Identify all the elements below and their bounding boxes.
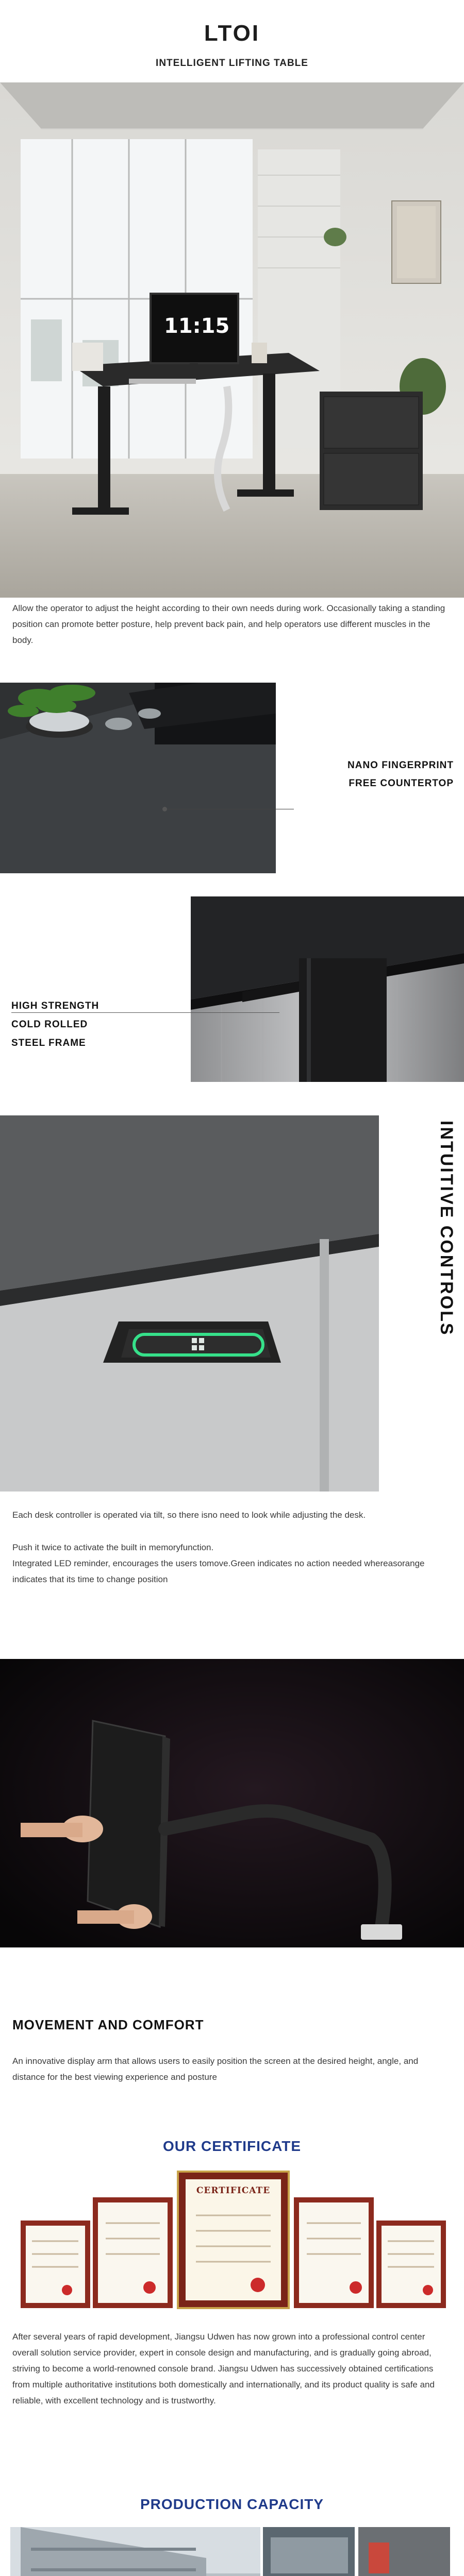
intro-paragraph: Allow the operator to adjust the height according to their own needs during work. Occasionally taking a standing position can promote better posture, help prevent back pain, and help operators use different muscles in the body. <box>12 603 445 645</box>
countertop-image <box>0 683 276 873</box>
hero-subtitle: INTELLIGENT LIFTING TABLE <box>156 58 308 69</box>
hero-title: LTOI <box>204 21 260 46</box>
production-building-image <box>10 2527 260 2576</box>
clock-display: 11:15 <box>164 314 230 338</box>
hero-office-image <box>0 82 464 598</box>
frame-label-line3: STEEL FRAME <box>11 1038 86 1048</box>
certificate-title: OUR CERTIFICATE <box>162 2138 302 2154</box>
frame-pointer-line <box>11 1012 279 1013</box>
production-workshop-image-1 <box>263 2527 355 2576</box>
certificate-paragraph: After several years of rapid development, Jiangsu Udwen has now grown into a professional control center overall solution service provider, expert in console design and manufacturing, and is gradually going abroad, striving to become a world-renowned console brand. Jiangsu Udwen has successively obtained certifications from multiple authoritative institutions both domestically and internationally, and its product quality is safe and reliable, with excellent technology and is trustworthy. <box>12 2332 435 2405</box>
movement-title: MOVEMENT AND COMFORT <box>12 2017 204 2032</box>
frame-label-line2: COLD ROLLED <box>11 1019 88 1030</box>
desk-controller-image <box>0 1115 379 1492</box>
steel-frame-image <box>191 896 464 1082</box>
production-workshop-image-2 <box>358 2527 450 2576</box>
production-title: PRODUCTION CAPACITY <box>140 2496 324 2512</box>
controls-vertical-title: INTUITIVE CONTROLS <box>437 1121 456 1336</box>
controls-line1: Each desk controller is operated via tilt, so there isno need to look while adjusting the desk. <box>12 1510 366 1520</box>
countertop-pointer-dot <box>162 807 167 811</box>
countertop-label-line2: FREE COUNTERTOP <box>349 778 454 789</box>
controls-line3: Integrated LED reminder, encourages the users tomove.Green indicates no action needed whereasorange indicates that its time to change position <box>12 1558 425 1584</box>
monitor-arm-image <box>0 1659 464 1947</box>
countertop-label-line1: NANO FINGERPRINT <box>347 760 454 771</box>
certificates-image <box>0 2169 464 2316</box>
certificate-heading-text: CERTIFICATE <box>196 2185 271 2196</box>
frame-label-line1: HIGH STRENGTH <box>11 1001 100 1011</box>
controls-line2: Push it twice to activate the built in memoryfunction. <box>12 1543 214 1552</box>
movement-paragraph: An innovative display arm that allows users to easily position the screen at the desired height, angle, and distance for the best viewing experience and posture <box>12 2056 419 2082</box>
